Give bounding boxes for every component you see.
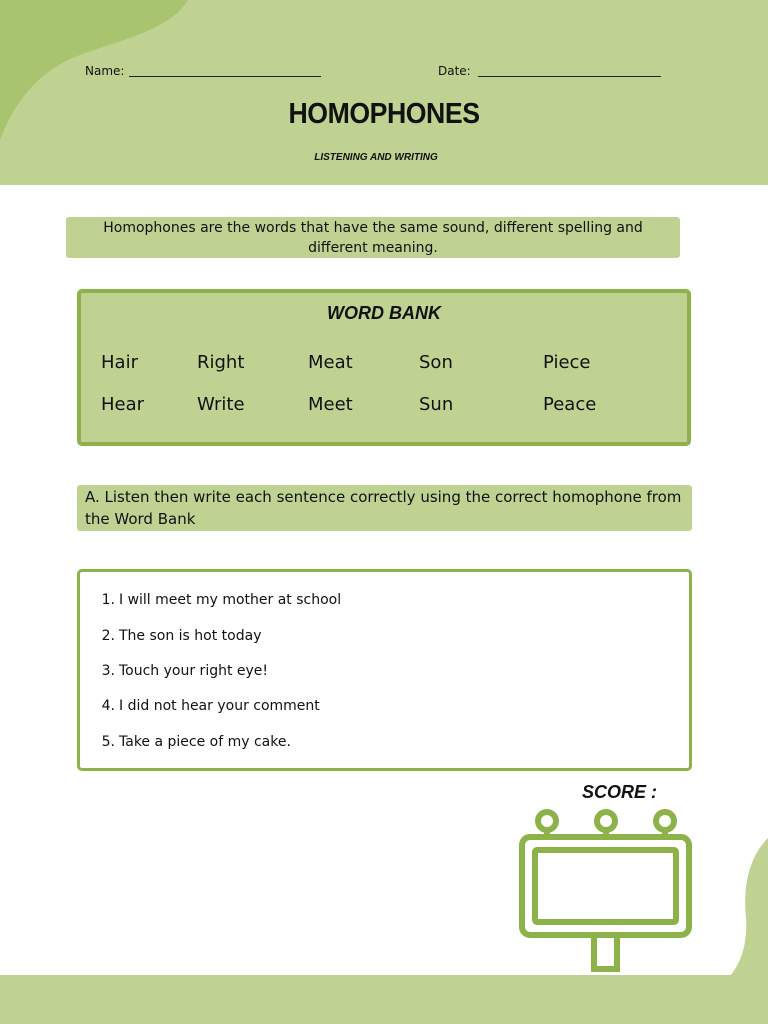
list-item [95,628,262,644]
word-bank-word: Piece [543,352,591,373]
word-bank-word: Write [197,394,245,415]
instruction-text: A. Listen then write each sentence correctly using the correct homophone from the Word Bank [85,488,682,528]
score-label: SCORE : [582,782,658,802]
right-blob-decoration [728,838,768,978]
sentence-text: I will meet my mother at school [119,592,342,608]
list-item [95,663,268,679]
sentence-text: Take a piece of my cake. [119,734,291,750]
word-bank-word: Peace [543,394,597,415]
list-item [95,698,320,714]
sentence-text: I did not hear your comment [119,698,320,714]
instruction-box [77,485,692,531]
sentence-number: 5. [101,734,115,750]
date-label: Date: [438,64,471,78]
sentence-number: 2. [101,628,115,644]
sentence-number: 4. [101,698,115,714]
sentence-number: 1. [101,592,115,608]
sentence-number: 3. [101,663,115,679]
page-subtitle: LISTENING AND WRITING [314,152,438,163]
word-bank-word: Hair [101,352,138,373]
list-item [95,592,341,608]
word-bank-word: Sun [419,394,454,415]
word-bank-word: Hear [101,394,145,415]
page-title: HOMOPHONES [288,98,480,130]
sentence-text: Touch your right eye! [119,663,269,679]
sentence-list [77,569,692,771]
definition-text: Homophones are the words that have the same sound, different spelling and different meaning. [103,219,643,256]
word-bank-word: Right [197,352,245,373]
list-item [95,734,291,750]
definition-box [66,217,680,258]
footer-band [0,975,768,1024]
billboard-icon [516,806,696,974]
sentence-text: The son is hot today [119,628,262,644]
name-label: Name: [85,64,125,78]
date-field[interactable] [478,76,661,77]
word-bank [77,289,691,446]
word-bank-title: WORD BANK [327,303,441,323]
word-bank-word: Son [419,352,453,373]
name-field[interactable] [129,76,321,77]
word-bank-word: Meat [308,352,353,373]
word-bank-word: Meet [308,394,353,415]
